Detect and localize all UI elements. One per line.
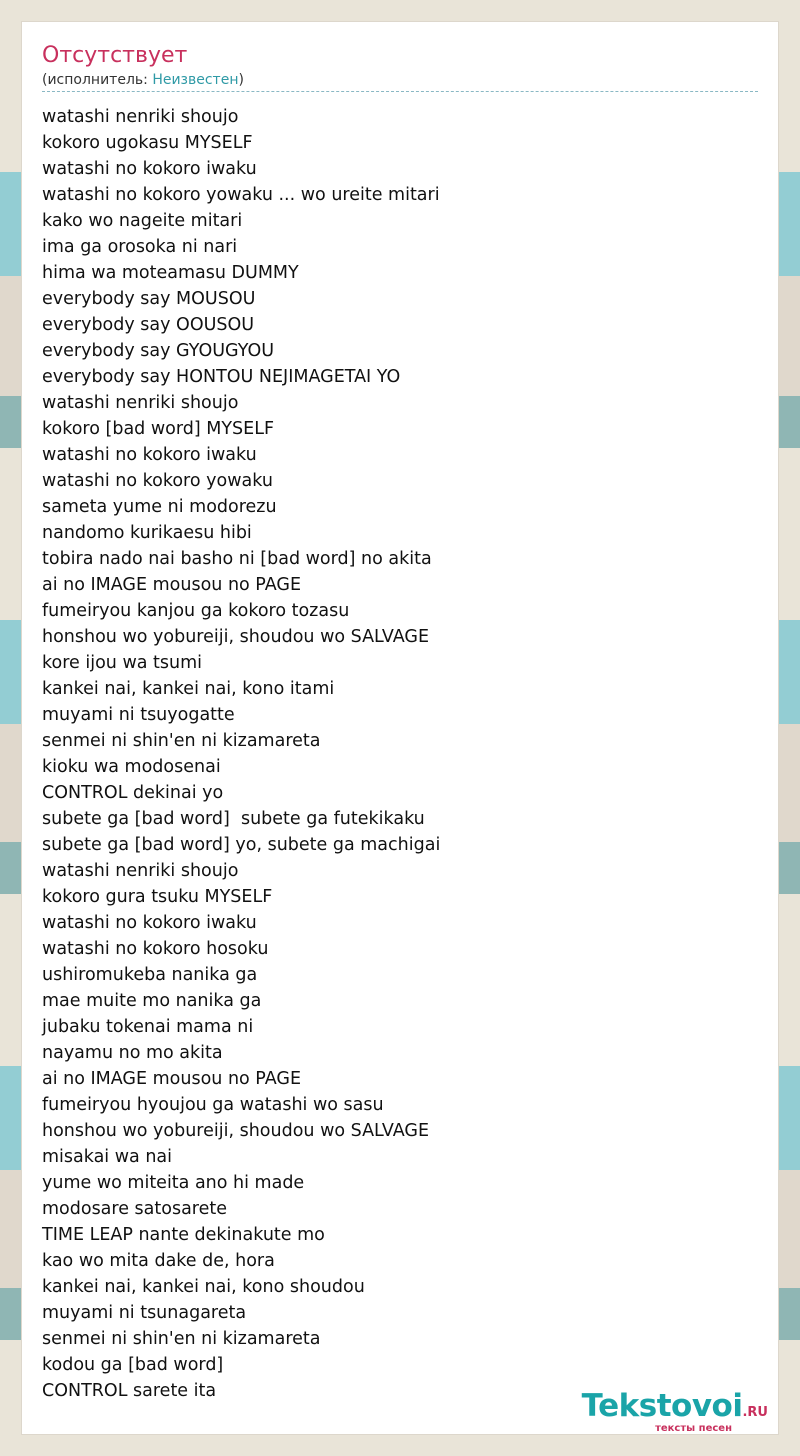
lyric-line: ai no IMAGE mousou no PAGE <box>42 1069 302 1089</box>
lyric-line: senmei ni shin'en ni kizamareta <box>42 731 321 751</box>
lyric-line: watashi no kokoro iwaku <box>42 445 257 465</box>
lyric-line: hima wa moteamasu DUMMY <box>42 263 299 283</box>
lyric-line: everybody say OOUSOU <box>42 315 255 335</box>
lyric-line: kokoro gura tsuku MYSELF <box>42 887 273 907</box>
lyric-line: sameta yume ni modorezu <box>42 497 277 517</box>
lyric-line: kako wo nageite mitari <box>42 211 243 231</box>
lyric-line: everybody say HONTOU NEJIMAGETAI YO <box>42 367 401 387</box>
lyric-line: fumeiryou kanjou ga kokoro tozasu <box>42 601 350 621</box>
lyric-line: subete ga [bad word] yo, subete ga machigai <box>42 835 441 855</box>
song-title: Отсутствует <box>42 43 188 68</box>
lyric-line: everybody say GYOUGYOU <box>42 341 275 361</box>
lyric-line: TIME LEAP nante dekinakute mo <box>42 1225 325 1245</box>
lyric-line: kao wo mita dake de, hora <box>42 1251 275 1271</box>
lyric-line: watashi no kokoro iwaku <box>42 159 257 179</box>
lyric-line: nayamu no mo akita <box>42 1043 223 1063</box>
lyric-line: everybody say MOUSOU <box>42 289 256 309</box>
song-header <box>42 42 758 92</box>
lyric-line: fumeiryou hyoujou ga watashi wo sasu <box>42 1095 384 1115</box>
lyric-line: modosare satosarete <box>42 1199 228 1219</box>
lyrics-card <box>22 22 778 1434</box>
lyric-line: watashi no kokoro iwaku <box>42 913 257 933</box>
lyric-line: kankei nai, kankei nai, kono itami <box>42 679 335 699</box>
artist-line <box>42 71 758 92</box>
lyric-line: watashi no kokoro yowaku ... wo ureite mitari <box>42 185 440 205</box>
logo-tld: .RU <box>742 1405 768 1420</box>
lyric-line: subete ga [bad word] subete ga futekikaku <box>42 809 425 829</box>
lyric-line: watashi nenriki shoujo <box>42 861 239 881</box>
lyric-line: CONTROL dekinai yo <box>42 783 224 803</box>
lyric-line: CONTROL sarete ita <box>42 1381 217 1401</box>
lyric-line: watashi no kokoro yowaku <box>42 471 273 491</box>
lyric-line: kankei nai, kankei nai, kono shoudou <box>42 1277 365 1297</box>
logo-name: Tekstovoi <box>581 1388 743 1424</box>
lyric-line: watashi nenriki shoujo <box>42 107 239 127</box>
lyric-line: honshou wo yobureiji, shoudou wo SALVAGE <box>42 1121 430 1141</box>
lyric-line: ai no IMAGE mousou no PAGE <box>42 575 302 595</box>
lyric-line: senmei ni shin'en ni kizamareta <box>42 1329 321 1349</box>
lyric-line: watashi nenriki shoujo <box>42 393 239 413</box>
lyric-line: kioku wa modosenai <box>42 757 221 777</box>
lyric-line: mae muite mo nanika ga <box>42 991 262 1011</box>
lyric-line: kokoro [bad word] MYSELF <box>42 419 275 439</box>
lyric-line: ima ga orosoka ni nari <box>42 237 238 257</box>
artist-link[interactable]: Неизвестен <box>152 72 239 88</box>
artist-prefix: (исполнитель: <box>42 72 153 88</box>
lyric-line: muyami ni tsunagareta <box>42 1303 247 1323</box>
lyric-line: kokoro ugokasu MYSELF <box>42 133 253 153</box>
lyric-line: jubaku tokenai mama ni <box>42 1017 254 1037</box>
lyric-line: ushiromukeba nanika ga <box>42 965 258 985</box>
lyric-line: tobira nado nai basho ni [bad word] no akita <box>42 549 432 569</box>
lyric-line: muyami ni tsuyogatte <box>42 705 235 725</box>
lyric-line: kore ijou wa tsumi <box>42 653 203 673</box>
lyric-line: kodou ga [bad word] <box>42 1355 224 1375</box>
lyrics-text <box>42 104 758 1404</box>
artist-suffix: ) <box>238 72 244 88</box>
lyric-line: misakai wa nai <box>42 1147 173 1167</box>
lyric-line: nandomo kurikaesu hibi <box>42 523 252 543</box>
lyric-line: honshou wo yobureiji, shoudou wo SALVAGE <box>42 627 430 647</box>
lyric-line: yume wo miteita ano hi made <box>42 1173 305 1193</box>
site-logo[interactable] <box>568 1389 768 1434</box>
logo-tagline: тексты песен <box>655 1423 732 1434</box>
lyric-line: watashi no kokoro hosoku <box>42 939 269 959</box>
